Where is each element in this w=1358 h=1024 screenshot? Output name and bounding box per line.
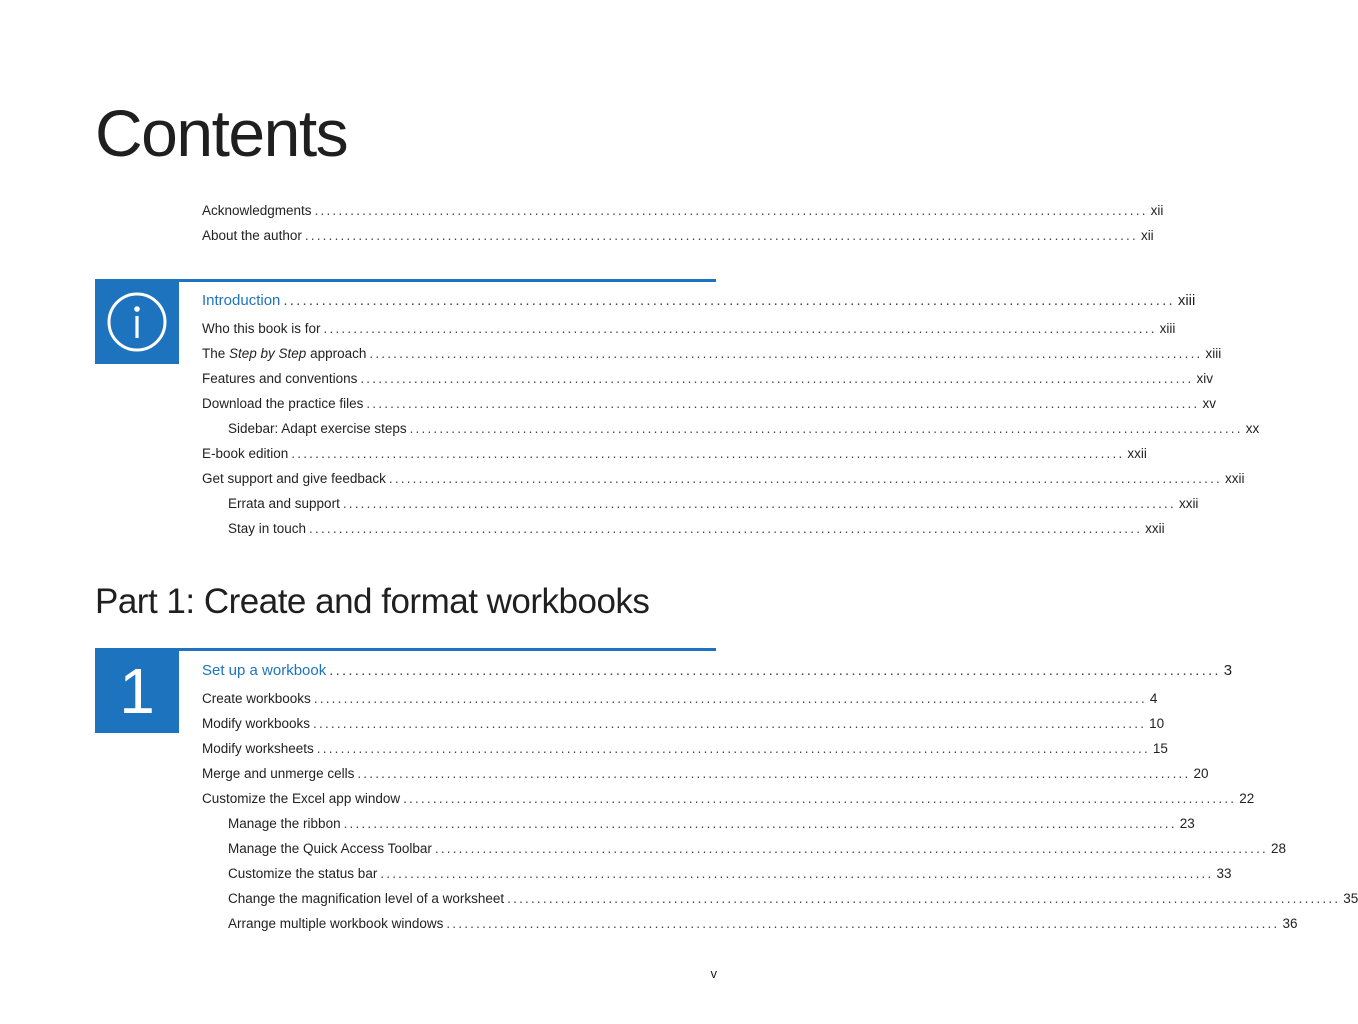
toc-entry-title: Modify workbooks [202, 716, 311, 731]
toc-entry-page: xxii [1145, 521, 1165, 536]
toc-entry-about-author[interactable] [202, 223, 1154, 248]
toc-heading-title: Introduction [202, 292, 281, 309]
toc-entry-title: Sidebar: Adapt exercise steps [228, 421, 407, 436]
toc-entry-title: Features and conventions [202, 371, 358, 386]
toc-entry-page: 35 [1343, 891, 1358, 906]
toc-leader-dots: ............................................................................................................................................ [314, 203, 1148, 218]
toc-leader-dots: ............................................................................................................................................ [304, 228, 1138, 243]
toc-entry-title: Modify worksheets [202, 741, 314, 756]
toc-subentry[interactable] [202, 491, 1199, 516]
toc-leader-dots: ............................................................................................................................................ [283, 292, 1175, 309]
introduction-rule [95, 279, 716, 282]
toc-entry-page: xiv [1196, 371, 1213, 386]
toc-entry-title: Errata and support [228, 496, 340, 511]
toc-entry-title: Create workbooks [202, 691, 311, 706]
toc-subentry[interactable] [202, 886, 1358, 911]
toc-entry-title: Change the magnification level of a worksheet [228, 891, 505, 906]
toc-entry-title: E-book edition [202, 446, 289, 461]
chapter1-list [202, 656, 1358, 936]
toc-entry[interactable] [202, 686, 1158, 711]
toc-subentry[interactable] [202, 811, 1195, 836]
toc-entry-page: xii [1140, 228, 1154, 243]
page-title: Contents [95, 96, 348, 170]
toc-entry[interactable] [202, 441, 1147, 466]
title-part: approach [306, 346, 367, 361]
toc-leader-dots: ............................................................................................................................................ [369, 346, 1203, 361]
toc-entry[interactable] [202, 391, 1216, 416]
toc-entry-title: Who this book is for [202, 321, 321, 336]
frontmatter-list [202, 198, 1164, 248]
introduction-icon-box [95, 280, 179, 364]
toc-heading-title: Set up a workbook [202, 662, 327, 679]
toc-entry-page: xii [1150, 203, 1164, 218]
toc-entry-title: Stay in touch [228, 521, 307, 536]
toc-entry-title: Manage the Quick Access Toolbar [228, 841, 432, 856]
toc-entry-page: xxii [1127, 446, 1147, 461]
toc-entry-page: 23 [1179, 816, 1195, 831]
toc-entry-page: 4 [1149, 691, 1158, 706]
toc-subentry[interactable] [202, 516, 1165, 541]
toc-entry[interactable] [202, 341, 1222, 366]
toc-leader-dots: ............................................................................................................................................ [507, 891, 1341, 906]
toc-leader-dots: ............................................................................................................................................ [409, 421, 1243, 436]
toc-leader-dots: ............................................................................................................................................ [343, 816, 1177, 831]
toc-entry-page: xx [1245, 421, 1260, 436]
toc-subentry[interactable] [202, 861, 1232, 886]
toc-entry-title: Customize the status bar [228, 866, 378, 881]
toc-entry-title: Download the practice files [202, 396, 364, 411]
toc-heading-page: 3 [1223, 662, 1233, 679]
toc-leader-dots: ............................................................................................................................................ [316, 741, 1150, 756]
toc-subentry[interactable] [202, 836, 1287, 861]
toc-entry[interactable] [202, 711, 1165, 736]
toc-leader-dots: ............................................................................................................................................ [403, 791, 1237, 806]
toc-leader-dots: ............................................................................................................................................ [342, 496, 1176, 511]
toc-entry-page: 22 [1239, 791, 1255, 806]
title-italic-part: Step by Step [229, 346, 307, 361]
chapter1-rule [95, 648, 716, 651]
part-title: Part 1: Create and format workbooks [95, 582, 650, 621]
toc-entry-page: 20 [1193, 766, 1209, 781]
toc-entry[interactable] [202, 316, 1176, 341]
toc-leader-dots: ............................................................................................................................................ [313, 716, 1147, 731]
chapter1-number-box [95, 649, 179, 733]
title-part: The [202, 346, 230, 361]
toc-leader-dots: ............................................................................................................................................ [446, 916, 1280, 931]
toc-entry[interactable] [202, 736, 1168, 761]
toc-entry-title: Acknowledgments [202, 203, 312, 218]
toc-entry-title [202, 341, 366, 366]
toc-entry-title: Get support and give feedback [202, 471, 386, 486]
toc-entry-page: xiii [1205, 346, 1222, 361]
toc-entry-page: 33 [1216, 866, 1232, 881]
toc-entry-page: xxii [1178, 496, 1199, 511]
toc-heading-page: xiii [1177, 292, 1196, 309]
toc-entry-title: Merge and unmerge cells [202, 766, 355, 781]
toc-subentry[interactable] [202, 416, 1260, 441]
toc-leader-dots: ............................................................................................................................................ [357, 766, 1191, 781]
toc-entry-page: 36 [1282, 916, 1298, 931]
toc-entry-page: xxii [1224, 471, 1245, 486]
toc-heading-introduction[interactable] [202, 286, 1196, 316]
toc-heading-chapter1[interactable] [202, 656, 1233, 686]
toc-leader-dots: ............................................................................................................................................ [291, 446, 1125, 461]
toc-leader-dots: ............................................................................................................................................ [360, 371, 1194, 386]
toc-entry[interactable] [202, 366, 1213, 391]
toc-entry-page: 10 [1149, 716, 1165, 731]
toc-entry-page: 28 [1270, 841, 1287, 856]
toc-leader-dots: ............................................................................................................................................ [366, 396, 1200, 411]
toc-leader-dots: ............................................................................................................................................ [309, 521, 1143, 536]
toc-entry-page: 15 [1152, 741, 1168, 756]
toc-entry-title: Manage the ribbon [228, 816, 341, 831]
toc-entry-title: Customize the Excel app window [202, 791, 401, 806]
toc-entry-acknowledgments[interactable] [202, 198, 1164, 223]
info-icon [106, 291, 168, 353]
toc-entry[interactable] [202, 761, 1209, 786]
toc-leader-dots: ............................................................................................................................................ [313, 691, 1147, 706]
toc-entry-title: About the author [202, 228, 302, 243]
introduction-list [202, 286, 1260, 541]
chapter-number: 1 [119, 655, 155, 727]
toc-leader-dots: ............................................................................................................................................ [323, 321, 1157, 336]
toc-leader-dots: ............................................................................................................................................ [329, 662, 1221, 679]
toc-entry[interactable] [202, 786, 1255, 811]
toc-entry-title: Arrange multiple workbook windows [228, 916, 444, 931]
toc-entry[interactable] [202, 466, 1245, 491]
toc-subentry[interactable] [202, 911, 1298, 936]
toc-entry-page: xv [1202, 396, 1216, 411]
toc-leader-dots: ............................................................................................................................................ [380, 866, 1214, 881]
toc-entry-page: xiii [1159, 321, 1176, 336]
toc-leader-dots: ............................................................................................................................................ [434, 841, 1268, 856]
toc-leader-dots: ............................................................................................................................................ [388, 471, 1222, 486]
page-number: v [710, 966, 717, 981]
